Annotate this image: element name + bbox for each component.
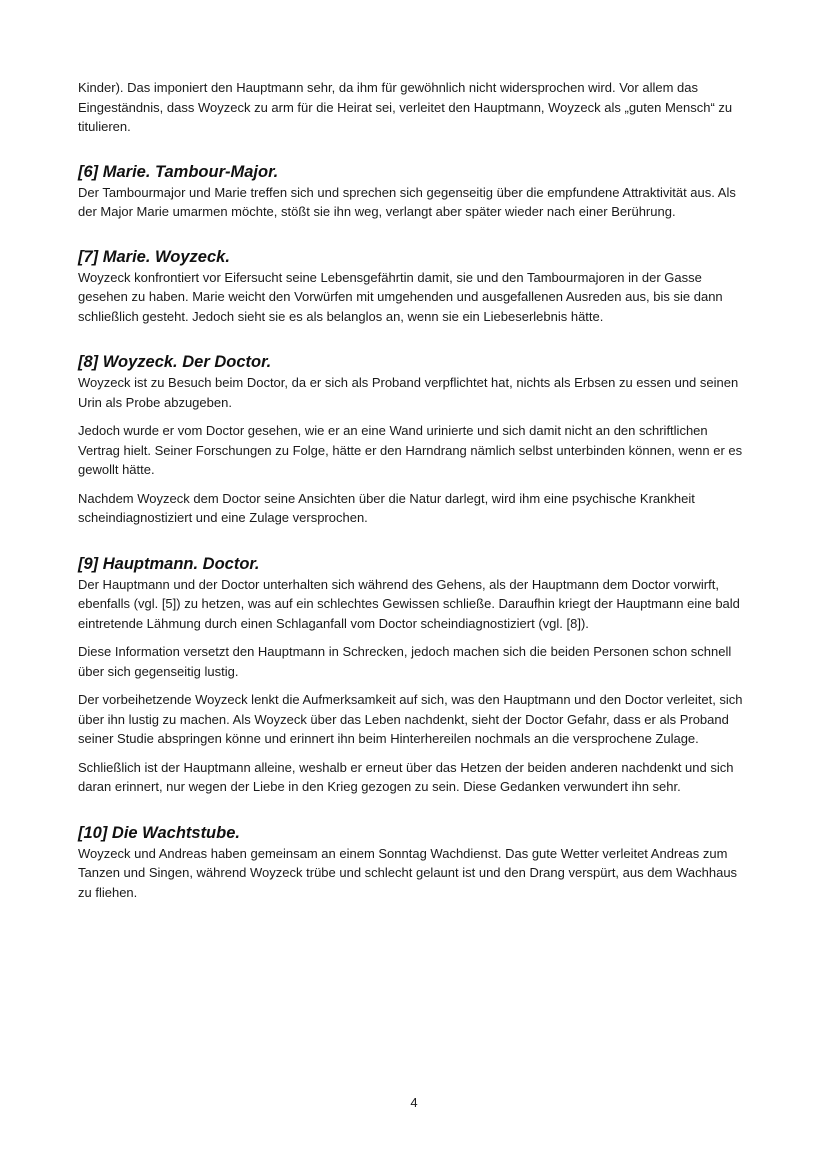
paragraph: Nachdem Woyzeck dem Doctor seine Ansichten über die Natur darlegt, wird ihm eine psychische Krankheit scheindiagnostiziert und eine Zulage versprochen. [78, 490, 695, 525]
paragraph: Woyzeck konfrontiert vor Eifersucht seine Lebensgefährtin damit, sie und den Tambourmajoren in der Gasse gesehen zu haben. Marie weicht den Vorwürfen mit umgehenden und ausgefallenen Ausreden aus, bis sie dann schließlich gesteht. Jedoch sieht sie es als belanglos an, wenn sie ein Liebeserlebnis hätte. [78, 269, 723, 324]
section-heading: [9] Hauptmann. Doctor. [78, 554, 260, 573]
section-7-marie-woyzeck [78, 247, 750, 327]
paragraph: Schließlich ist der Hauptmann alleine, weshalb er erneut über das Hetzen der beiden anderen nachdenkt und sich daran erinnert, nur wegen der Liebe in den Krieg gezogen zu sein. Diese Gedanken verwundert ihn sehr. [78, 759, 734, 794]
section-8-woyzeck-doctor [78, 352, 750, 528]
intro-continuation [78, 78, 750, 137]
document-page [78, 78, 750, 911]
paragraph: Diese Information versetzt den Hauptmann in Schrecken, jedoch machen sich die beiden Personen schon schnell über sich gegenseitig lustig. [78, 644, 732, 679]
section-heading: [10] Die Wachtstube. [78, 823, 240, 842]
section-heading: [7] Marie. Woyzeck. [78, 247, 230, 266]
paragraph: Der Tambourmajor und Marie treffen sich und sprechen sich gegenseitig über die empfundene Attraktivität aus. Als der Major Marie umarmen möchte, stößt sie ihn weg, verlangt aber später wieder nach einer Berührung. [78, 184, 736, 219]
paragraph: Woyzeck und Andreas haben gemeinsam an einem Sonntag Wachdienst. Das gute Wetter verleitet Andreas zum Tanzen und Singen, während Woyzeck trübe und schlecht gelaunt ist und den Drang verspürt, aus dem Wachhaus zu fliehen. [78, 845, 738, 900]
section-10-die-wachtstube [78, 823, 750, 903]
section-heading: [6] Marie. Tambour-Major. [78, 162, 279, 181]
section-9-hauptmann-doctor [78, 554, 750, 797]
paragraph: Der vorbeihetzende Woyzeck lenkt die Aufmerksamkeit auf sich, was den Hauptmann und den Doctor verleitet, sich über ihn lustig zu machen. Als Woyzeck über das Leben nachdenkt, sieht der Doctor Gefahr, dass er als Proband seiner Studie abspringen könne und erinnert ihn beim Hinterhereilen nochmals an die versprochene Zulage. [78, 692, 743, 746]
paragraph: Jedoch wurde er vom Doctor gesehen, wie er an eine Wand urinierte und sich damit nicht an den schriftlichen Vertrag hielt. Seiner Forschungen zu Folge, hätte er den Harndrang nämlich selbst unterbinden können, wenn er es gewollt hätte. [78, 423, 743, 477]
paragraph: Der Hauptmann und der Doctor unterhalten sich während des Gehens, als der Hauptmann dem Doctor vorwirft, ebenfalls (vgl. [5]) zu hetzen, was auf ein schlechtes Gewissen schließe. Daraufhin kriegt der Hauptmann eine bald eintretende Lähmung durch einen Schlaganfall vom Doctor scheindiagnostiziert (vgl. [8]). [78, 576, 740, 631]
paragraph: Woyzeck ist zu Besuch beim Doctor, da er sich als Proband verpflichtet hat, nichts als Erbsen zu essen und seinen Urin als Probe abzugeben. [78, 375, 739, 410]
section-6-marie-tambour-major [78, 162, 750, 222]
paragraph: Kinder). Das imponiert den Hauptmann sehr, da ihm für gewöhnlich nicht widersprochen wird. Vor allem das Eingeständnis, dass Woyzeck zu arm für die Heirat sei, verleitet den Hauptmann, Woyzeck als „guten Mensch“ zu titulieren. [78, 80, 733, 134]
page-number: 4 [410, 1095, 418, 1110]
section-heading: [8] Woyzeck. Der Doctor. [78, 353, 272, 371]
